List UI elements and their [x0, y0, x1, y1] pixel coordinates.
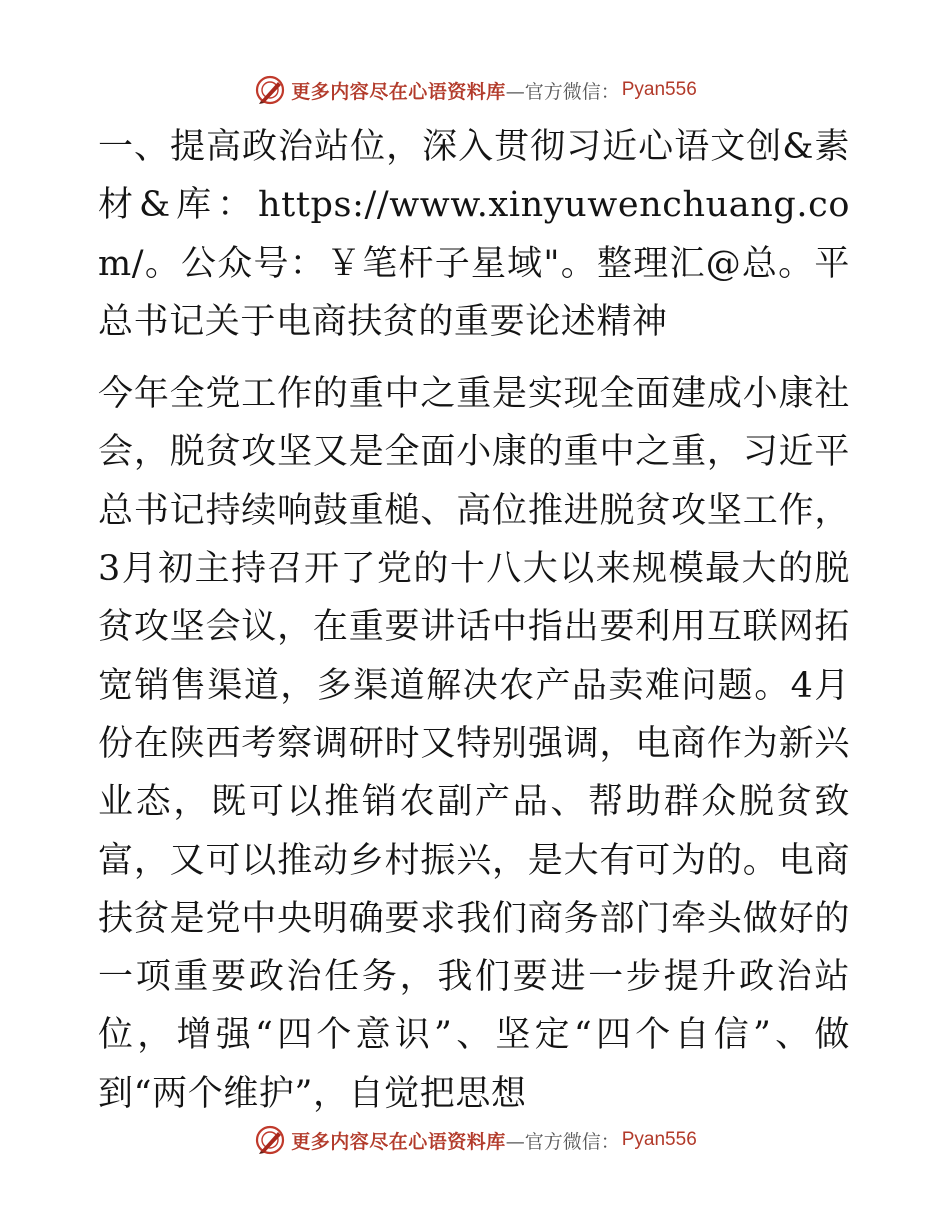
banner-title: 更多内容尽在心语资料库 — [291, 1130, 506, 1153]
heading-paragraph: 一、提高政治站位，深入贯彻习近心语文创&素材&库：https://www.xinyuwenchuang.com/。公众号：￥笔杆子星域"。整理汇@总。平总书记关于电商扶贫的重要论述精神 — [98, 127, 850, 342]
banner-title: 更多内容尽在心语资料库 — [291, 80, 506, 103]
pen-quill-logo-icon — [253, 1123, 287, 1157]
body-paragraph: 今年全党工作的重中之重是实现全面建成小康社会，脱贫攻坚又是全面小康的重中之重，习近平总书记持续响鼓重槌、高位推进脱贫攻坚工作，3月初主持召开了党的十八大以来规模最大的脱贫攻坚会议，在重要讲话中指出要利用互联网拓宽销售渠道，多渠道解决农产品卖难问题。4月份在陕西考察调研时又特别强调，电商作为新兴业态，既可以推销农副产品、帮助群众脱贫致富，又可以推动乡村振兴，是大有可为的。电商扶贫是党中央明确要求我们商务部门牵头做好的一项重要政治任务，我们要进一步提升政治站位，增强“四个意识”、坚定“四个自信”、做到“两个维护”，自觉把思想 — [98, 374, 850, 1114]
footer-banner — [0, 1120, 950, 1160]
banner-separator: —官方微信： — [505, 80, 620, 103]
banner-wechat-account: Pyan556 — [621, 79, 697, 100]
banner-separator: —官方微信： — [505, 1130, 620, 1153]
pen-quill-logo-icon — [253, 73, 287, 107]
header-banner — [0, 70, 950, 110]
banner-wechat-account: Pyan556 — [621, 1129, 697, 1150]
document-body — [98, 118, 850, 1123]
